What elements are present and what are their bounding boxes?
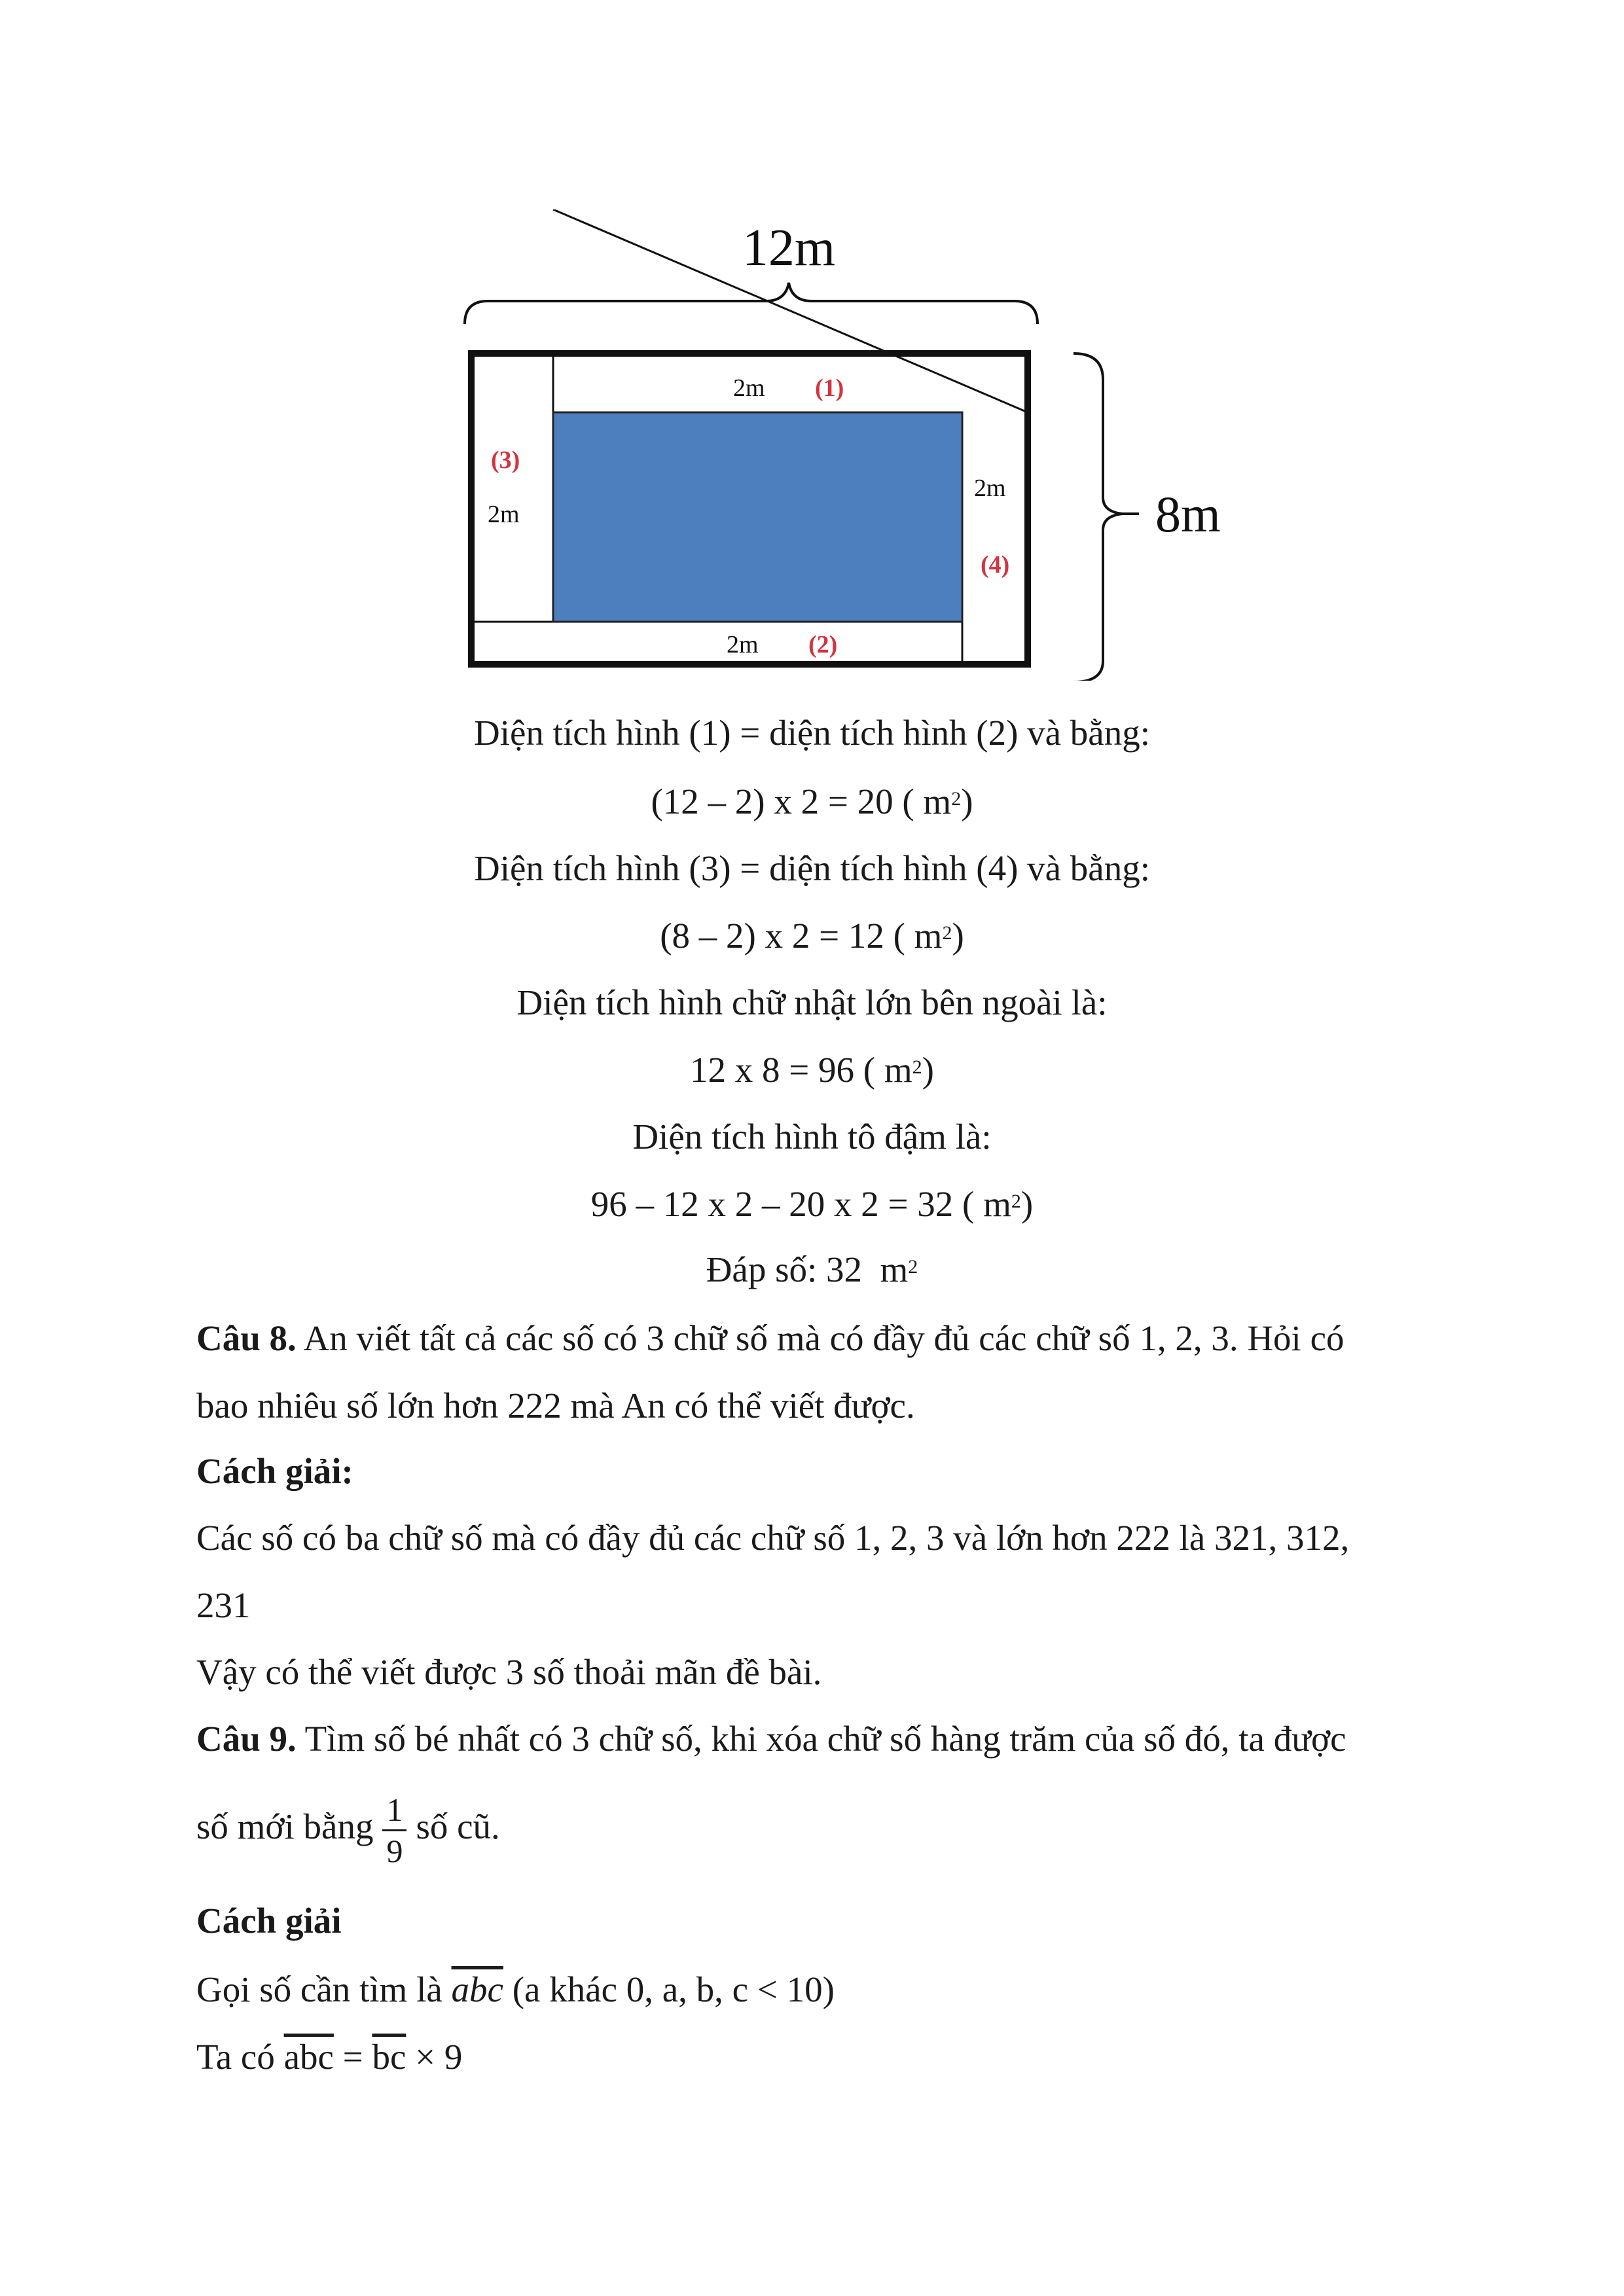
q8-solution-label: Cách giải: xyxy=(196,1451,353,1491)
width-label: 12m xyxy=(742,219,836,277)
strip-1-tag: (1) xyxy=(815,374,844,402)
abc-overline: $\overline{abc}$ xyxy=(451,1969,503,2009)
q8-solution-line3: Vậy có thể viết được 3 số thoải mãn đề bài. xyxy=(196,1652,822,1692)
q9-label: Câu 9. xyxy=(196,1719,297,1759)
shaded-area-equation: 96 – 12 x 2 – 20 x 2 = 32 ( $m^2$) xyxy=(590,1184,1034,1224)
area-1-2-equation: (12 – 2) x 2 = 20 ( $m^2$) xyxy=(651,781,973,821)
shaded-area-text: Diện tích hình tô đậm là: xyxy=(632,1117,992,1157)
answer-line: Đáp số: 32 $m^2$ xyxy=(706,1249,918,1289)
fraction-one-ninth: $\frac{1}{9}$ xyxy=(382,1790,406,1871)
q9-solution-line2: Ta có $\overline{abc} = \overline{bc} \times 9$ xyxy=(196,2037,463,2077)
shaded-rectangle xyxy=(553,412,962,622)
q9-text-line2: số mới bằng $\frac{1}{9}$ số cũ. xyxy=(196,1791,500,1869)
q8-label: Câu 8. xyxy=(196,1318,297,1358)
bc-overline: $\overline{bc}$ xyxy=(372,2037,406,2077)
q8-solution-line1: Các số có ba chữ số mà có đầy đủ các chữ số 1, 2, 3 và lớn hơn 222 là 321, 312, xyxy=(196,1518,1350,1558)
q9-solution-line1: Gọi số cần tìm là $\overline{abc}$ (a khác 0, a, b, c < 10) xyxy=(196,1969,835,2009)
strip-2-label: 2m xyxy=(727,631,759,658)
q8-solution-line2: 231 xyxy=(196,1585,251,1625)
area-1-2-text: Diện tích hình (1) = diện tích hình (2) và bằng: xyxy=(474,713,1150,753)
right-brace xyxy=(1074,353,1123,681)
q8-text-line2: bao nhiêu số lớn hơn 222 mà An có thể viết được. xyxy=(196,1386,915,1426)
strip-4-label: 2m xyxy=(974,475,1006,502)
area-3-4-equation: (8 – 2) x 2 = 12 ( $m^2$) xyxy=(660,916,964,956)
strip-3-tag: (3) xyxy=(491,446,520,474)
rectangle-diagram xyxy=(452,209,1276,681)
q9-solution-label: Cách giải xyxy=(196,1901,342,1941)
outer-area-text: Diện tích hình chữ nhật lớn bên ngoài là: xyxy=(516,982,1108,1022)
q9-text-line1: Câu 9. Tìm số bé nhất có 3 chữ số, khi xóa chữ số hàng trăm của số đó, ta được xyxy=(196,1719,1346,1759)
strip-2-tag: (2) xyxy=(808,631,838,658)
height-label: 8m xyxy=(1155,486,1221,543)
area-3-4-text: Diện tích hình (3) = diện tích hình (4) và bằng: xyxy=(474,848,1150,888)
top-brace xyxy=(465,283,1038,324)
q8-text-line1: Câu 8. An viết tất cả các số có 3 chữ số mà có đầy đủ các chữ số 1, 2, 3. Hỏi có xyxy=(196,1318,1344,1358)
strip-1-label: 2m xyxy=(733,374,765,402)
outer-area-equation: 12 x 8 = 96 ( $m^2$) xyxy=(690,1050,934,1090)
abc-overline-2: $\overline{abc}$ xyxy=(283,2037,334,2077)
strip-4-tag: (4) xyxy=(981,551,1010,579)
strip-3-label: 2m xyxy=(488,501,520,528)
